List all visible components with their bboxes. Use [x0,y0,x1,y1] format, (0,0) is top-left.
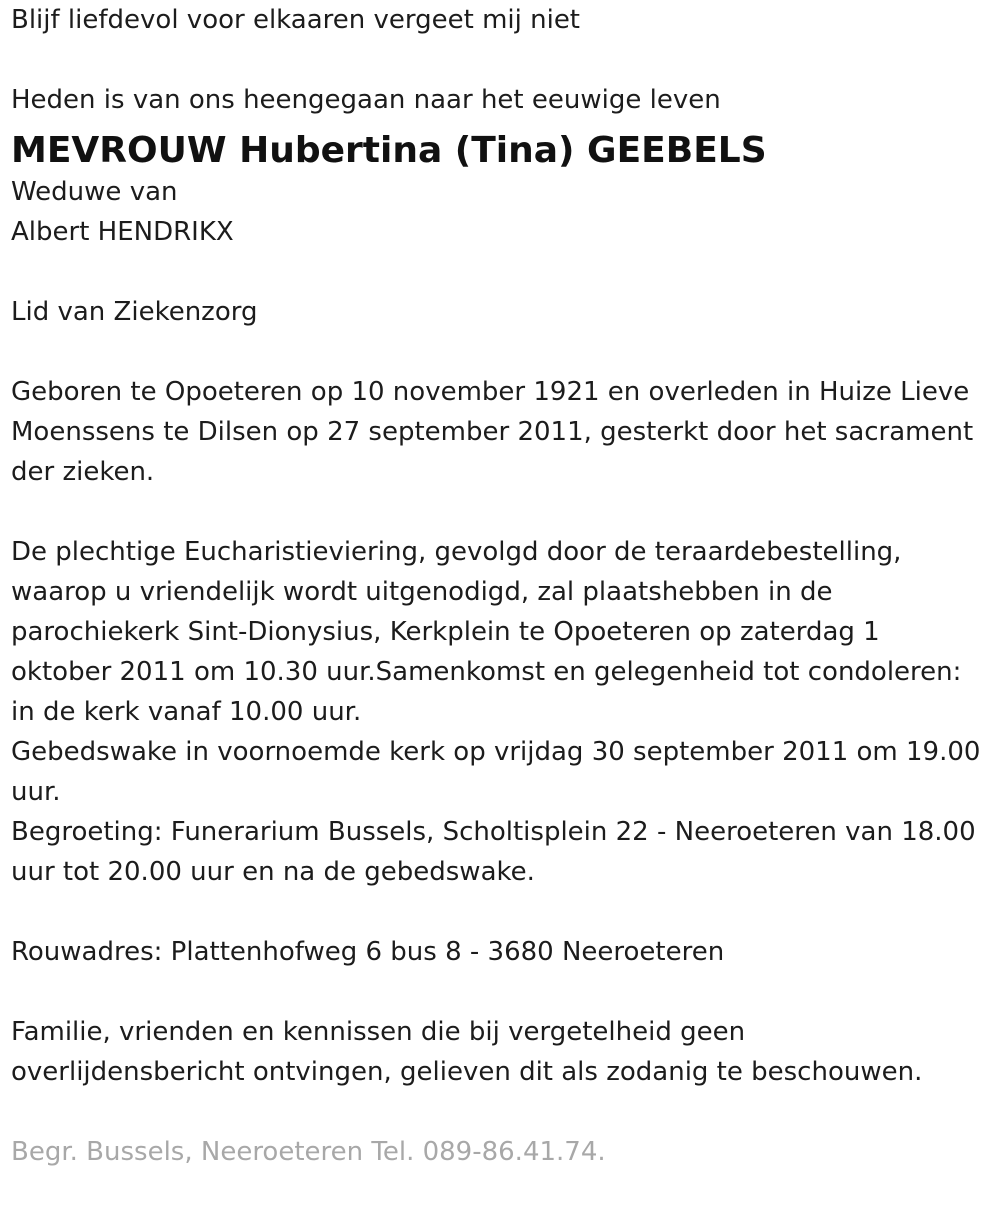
intro-text: Heden is van ons heengegaan naar het eeuwige leven [11,85,721,115]
paragraph-line: Begroeting: Funerarium Bussels, Scholtisplein 22 - Neeroeteren van 18.00 [11,817,976,847]
obituary-notice [11,0,991,1172]
spacer [11,972,991,1012]
spacer [11,40,991,80]
birth-death-paragraph [11,372,991,492]
paragraph-line: in de kerk vanaf 10.00 uur. [11,697,362,727]
paragraph-line: uur tot 20.00 uur en na de gebedswake. [11,857,535,887]
paragraph-line: De plechtige Eucharistieviering, gevolgd door de teraardebestelling, [11,537,902,567]
paragraph-line: Familie, vrienden en kennissen die bij vergetelheid geen [11,1017,746,1047]
funeral-home-footer: Begr. Bussels, Neeroeteren Tel. 089-86.41.74. [11,1137,606,1167]
motto: Blijf liefdevol voor elkaaren vergeet mij niet [11,5,581,35]
paragraph-line: Gebedswake in voornoemde kerk op vrijdag 30 september 2011 om 19.00 [11,737,981,767]
spacer [11,1092,991,1132]
closing-paragraph [11,1012,991,1092]
spouse-name: Albert HENDRIKX [11,217,234,247]
paragraph-line: uur. [11,777,61,807]
paragraph-line: Geboren te Opoeteren op 10 november 1921 en overleden in Huize Lieve [11,377,970,407]
spouse-label: Weduwe van [11,177,178,207]
spacer [11,252,991,292]
spacer [11,492,991,532]
paragraph-line: der zieken. [11,457,155,487]
paragraph-line: Moenssens te Dilsen op 27 september 2011, gesterkt door het sacrament [11,417,974,447]
spacer [11,892,991,932]
mourning-address: Rouwadres: Plattenhofweg 6 bus 8 - 3680 Neeroeteren [11,937,725,967]
paragraph-line: oktober 2011 om 10.30 uur.Samenkomst en gelegenheid tot condoleren: [11,657,962,687]
deceased-name: MEVROUW Hubertina (Tina) GEEBELS [11,130,767,171]
membership: Lid van Ziekenzorg [11,297,258,327]
paragraph-line: overlijdensbericht ontvingen, gelieven dit als zodanig te beschouwen. [11,1057,923,1087]
paragraph-line: waarop u vriendelijk wordt uitgenodigd, zal plaatshebben in de [11,577,833,607]
spacer [11,332,991,372]
ceremony-paragraph [11,532,991,892]
paragraph-line: parochiekerk Sint-Dionysius, Kerkplein te Opoeteren op zaterdag 1 [11,617,880,647]
